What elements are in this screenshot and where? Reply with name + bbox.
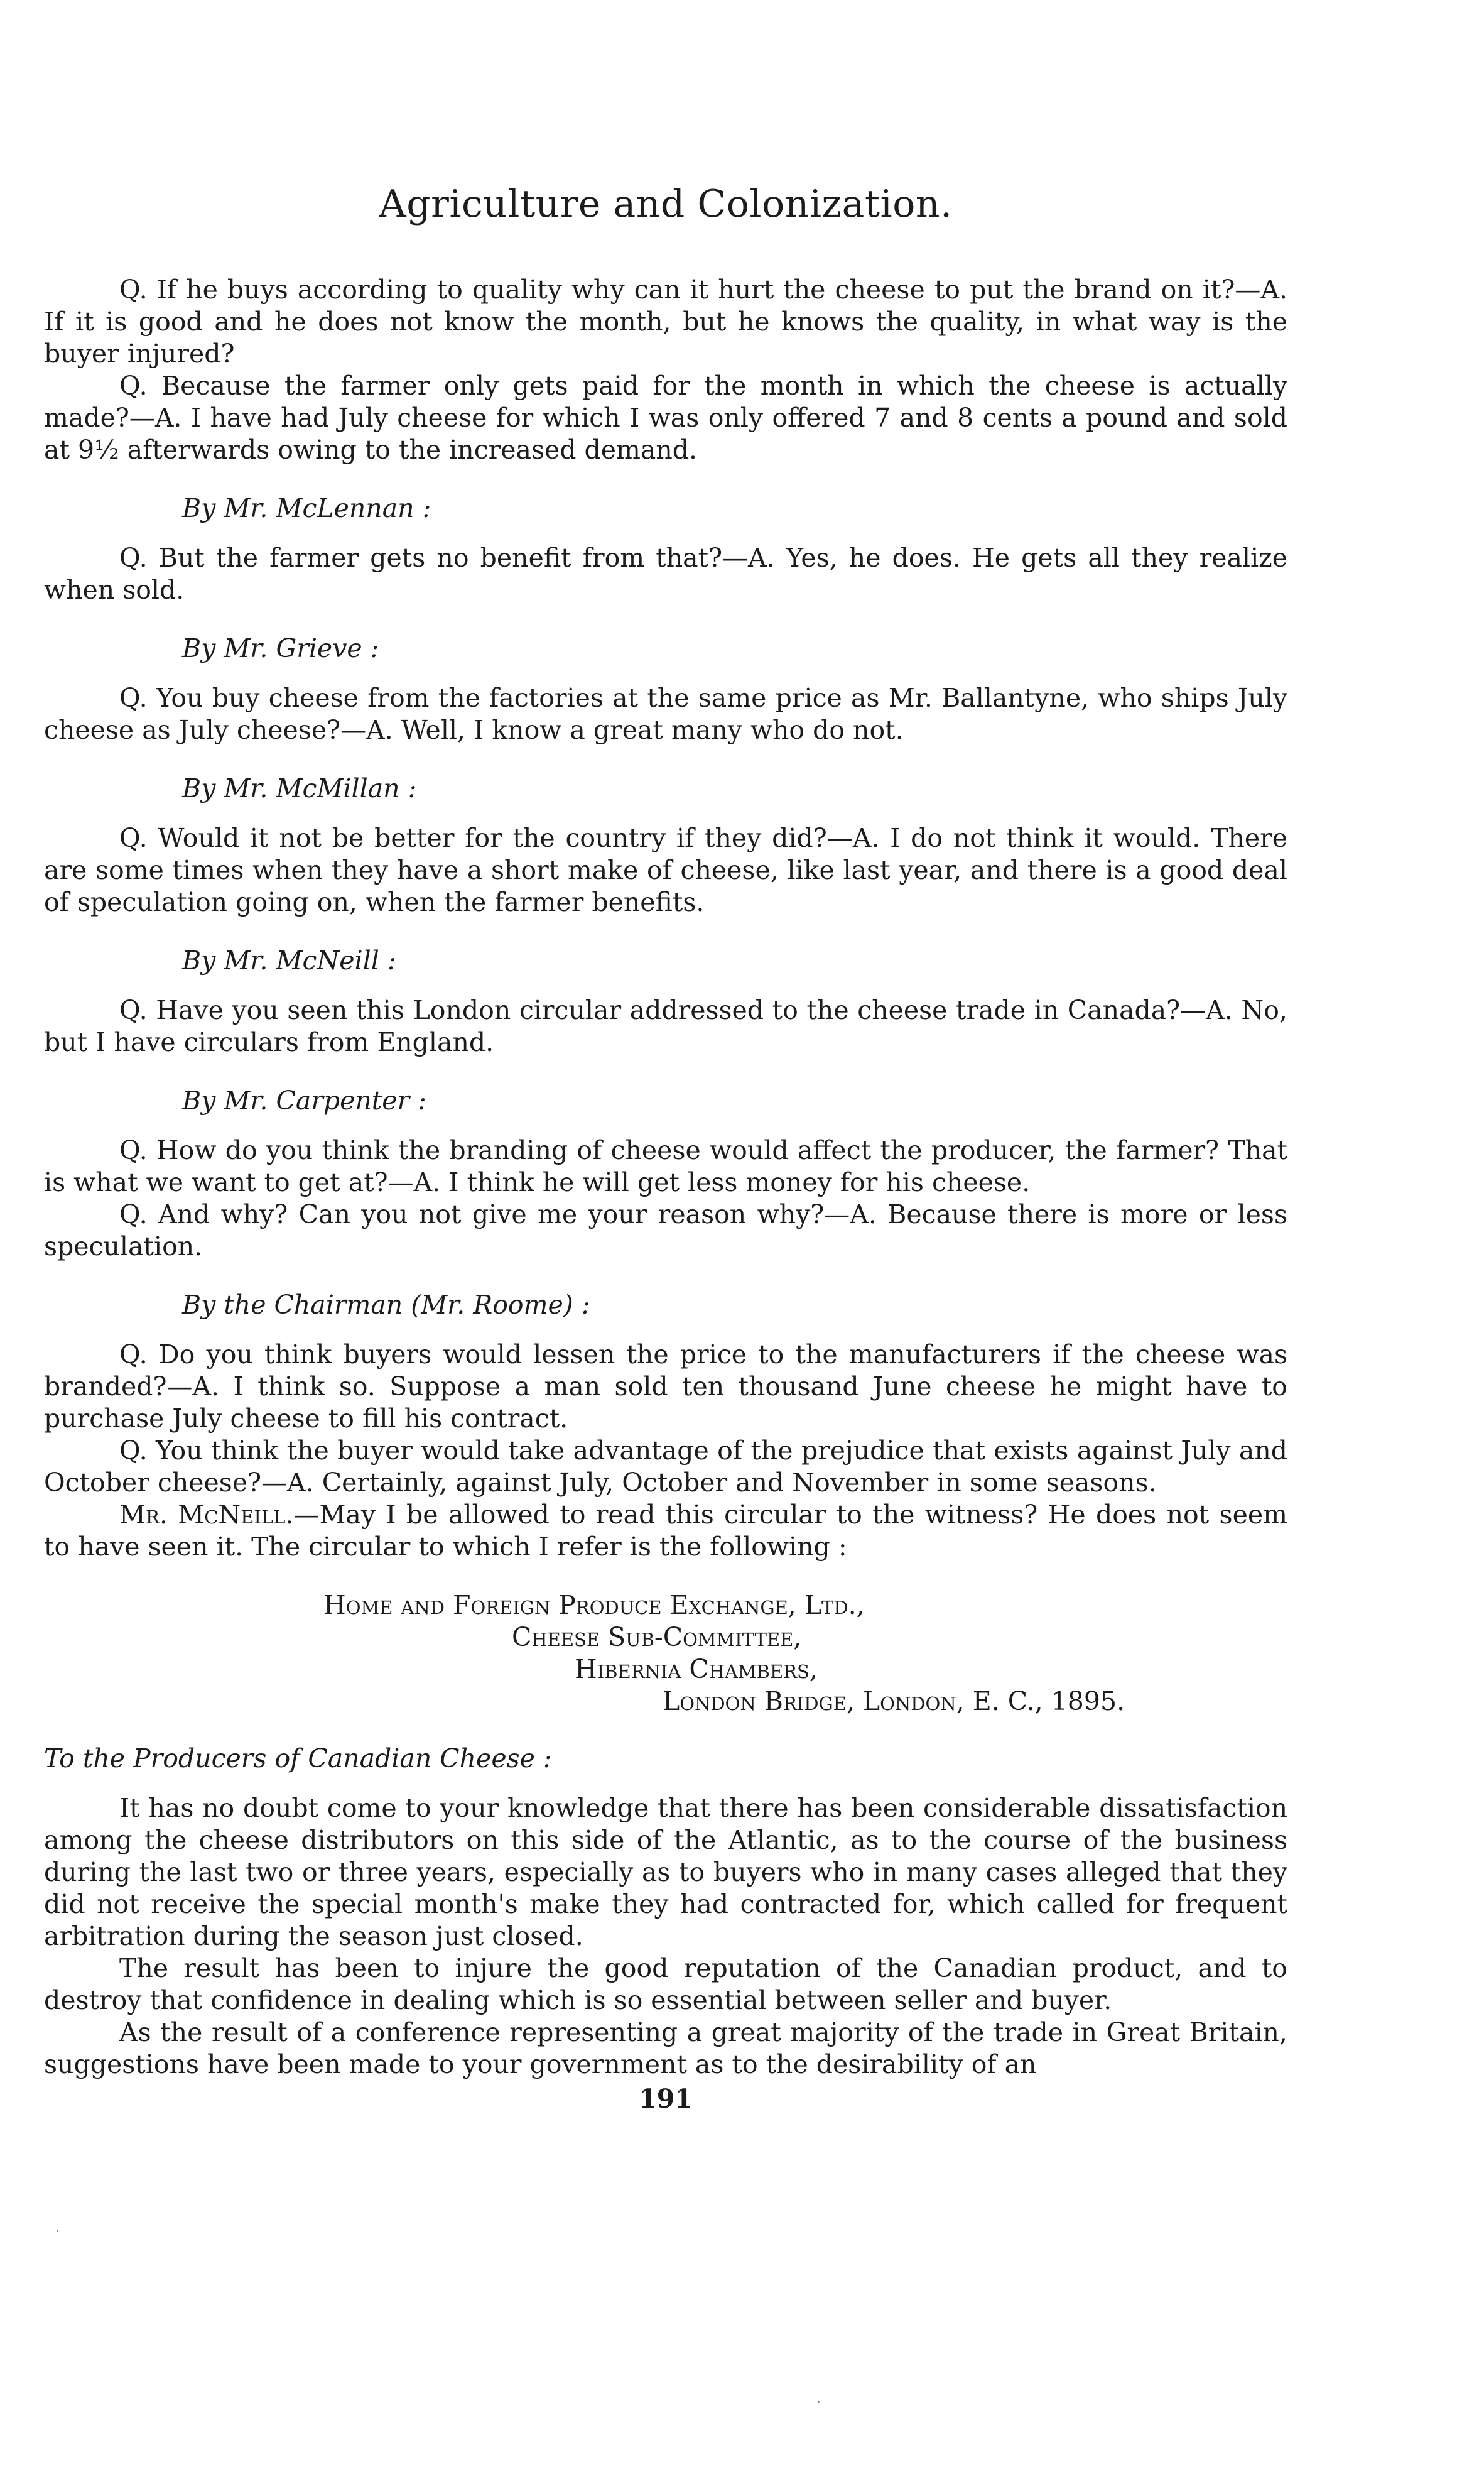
speaker-heading: By the Chairman (Mr. Roome) : (182, 1290, 590, 1320)
qa-paragraph: Q. Do you think buyers would lessen the price to the manufacturers if the cheese was branded?—A. I think so. Suppose a man sold ten thousand June cheese he might have to purchase July cheese to fill his contract. (44, 1339, 1287, 1434)
qa-paragraph: Q. How do you think the branding of cheese would affect the producer, the farmer? That is what we want to get at?—A. I think he will get less money for his cheese. (44, 1135, 1287, 1197)
section-mcmillan (44, 773, 1287, 918)
section-chairman (44, 1289, 1287, 1499)
qa-paragraph: Q. And why? Can you not give me your reason why?—A. Because there is more or less speculation. (44, 1199, 1287, 1261)
speaker-heading: By Mr. Grieve : (182, 633, 379, 663)
section-mcneill (44, 945, 1287, 1059)
qa-paragraph: Q. Would it not be better for the country if they did?—A. I do not think it would. There are some times when they have a short make of cheese, like last year, and there is a good deal of speculation going on, when the farmer benefits. (44, 823, 1287, 917)
scan-speck (818, 2401, 820, 2403)
qa-paragraph: Q. You think the buyer would take advantage of the prejudice that exists against July and October cheese?—A. Certainly, against July, October and November in some seasons. (44, 1435, 1287, 1498)
exchange-line: Hibernia Chambers, (575, 1654, 818, 1684)
speaker-heading: By Mr. McLennan : (182, 493, 431, 523)
qa-paragraph: Q. Have you seen this London circular addressed to the cheese trade in Canada?—A. No, but I have circulars from England. (44, 995, 1287, 1057)
circular-paragraph-3: As the result of a conference representing a great majority of the trade in Great Britain, suggestions have been made to your government as to the desirability of an (44, 2017, 1287, 2079)
mcneill-speech (44, 1499, 1287, 1563)
exchange-header (44, 1589, 1287, 1718)
speaker-heading: By Mr. Carpenter : (182, 1086, 426, 1116)
page-title: Agriculture and Colonization. (379, 182, 953, 226)
speaker-heading: By Mr. McNeill : (182, 945, 396, 976)
scan-speck (57, 2230, 58, 2232)
page-number: 191 (639, 2084, 693, 2114)
salutation: To the Producers of Canadian Cheese : (44, 1743, 552, 1773)
page-content (44, 182, 1287, 2115)
section-mclennan (44, 493, 1287, 606)
intro-paragraph-1: Q. If he buys according to quality why can it hurt the cheese to put the brand on it?—A. If it is good and he does not know the month, but he knows the quality, in what way is the buyer injured? (44, 275, 1287, 369)
speaker-name: Mr. McNeill. (119, 1500, 294, 1530)
section-carpenter (44, 1085, 1287, 1263)
circular-paragraph-2: The result has been to injure the good reputation of the Canadian product, and to destroy that confidence in dealing which is so essential between seller and buyer. (44, 1953, 1287, 2015)
speech-text: —May I be allowed to read this circular to the witness? He does not seem to have seen it. The circular to which I refer is the following : (44, 1500, 1287, 1562)
speaker-heading: By Mr. McMillan : (182, 773, 417, 803)
section-grieve (44, 633, 1287, 746)
qa-paragraph: Q. But the farmer gets no benefit from that?—A. Yes, he does. He gets all they realize when sold. (44, 543, 1287, 605)
exchange-line: London Bridge, London, E. C., 1895. (663, 1686, 1125, 1716)
circular-paragraph-1: It has no doubt come to your knowledge that there has been considerable dissatisfaction among the cheese distributors on this side of the Atlantic, as to the course of the business during the last two or three years, especially as to buyers who in many cases alleged that they did not receive the special month's make they had contracted for, which called for frequent arbitration during the season just closed. (44, 1793, 1287, 1951)
qa-paragraph: Q. You buy cheese from the factories at the same price as Mr. Ballantyne, who ships July cheese as July cheese?—A. Well, I know a great many who do not. (44, 683, 1287, 745)
exchange-line: Cheese Sub-Committee, (512, 1622, 802, 1652)
exchange-line: Home and Foreign Produce Exchange, Ltd., (323, 1590, 865, 1620)
intro-paragraph-2: Q. Because the farmer only gets paid for the month in which the cheese is actually made?—A. I have had July cheese for which I was only offered 7 and 8 cents a pound and sold at 9½ afterwards owing to the increased demand. (44, 371, 1287, 465)
